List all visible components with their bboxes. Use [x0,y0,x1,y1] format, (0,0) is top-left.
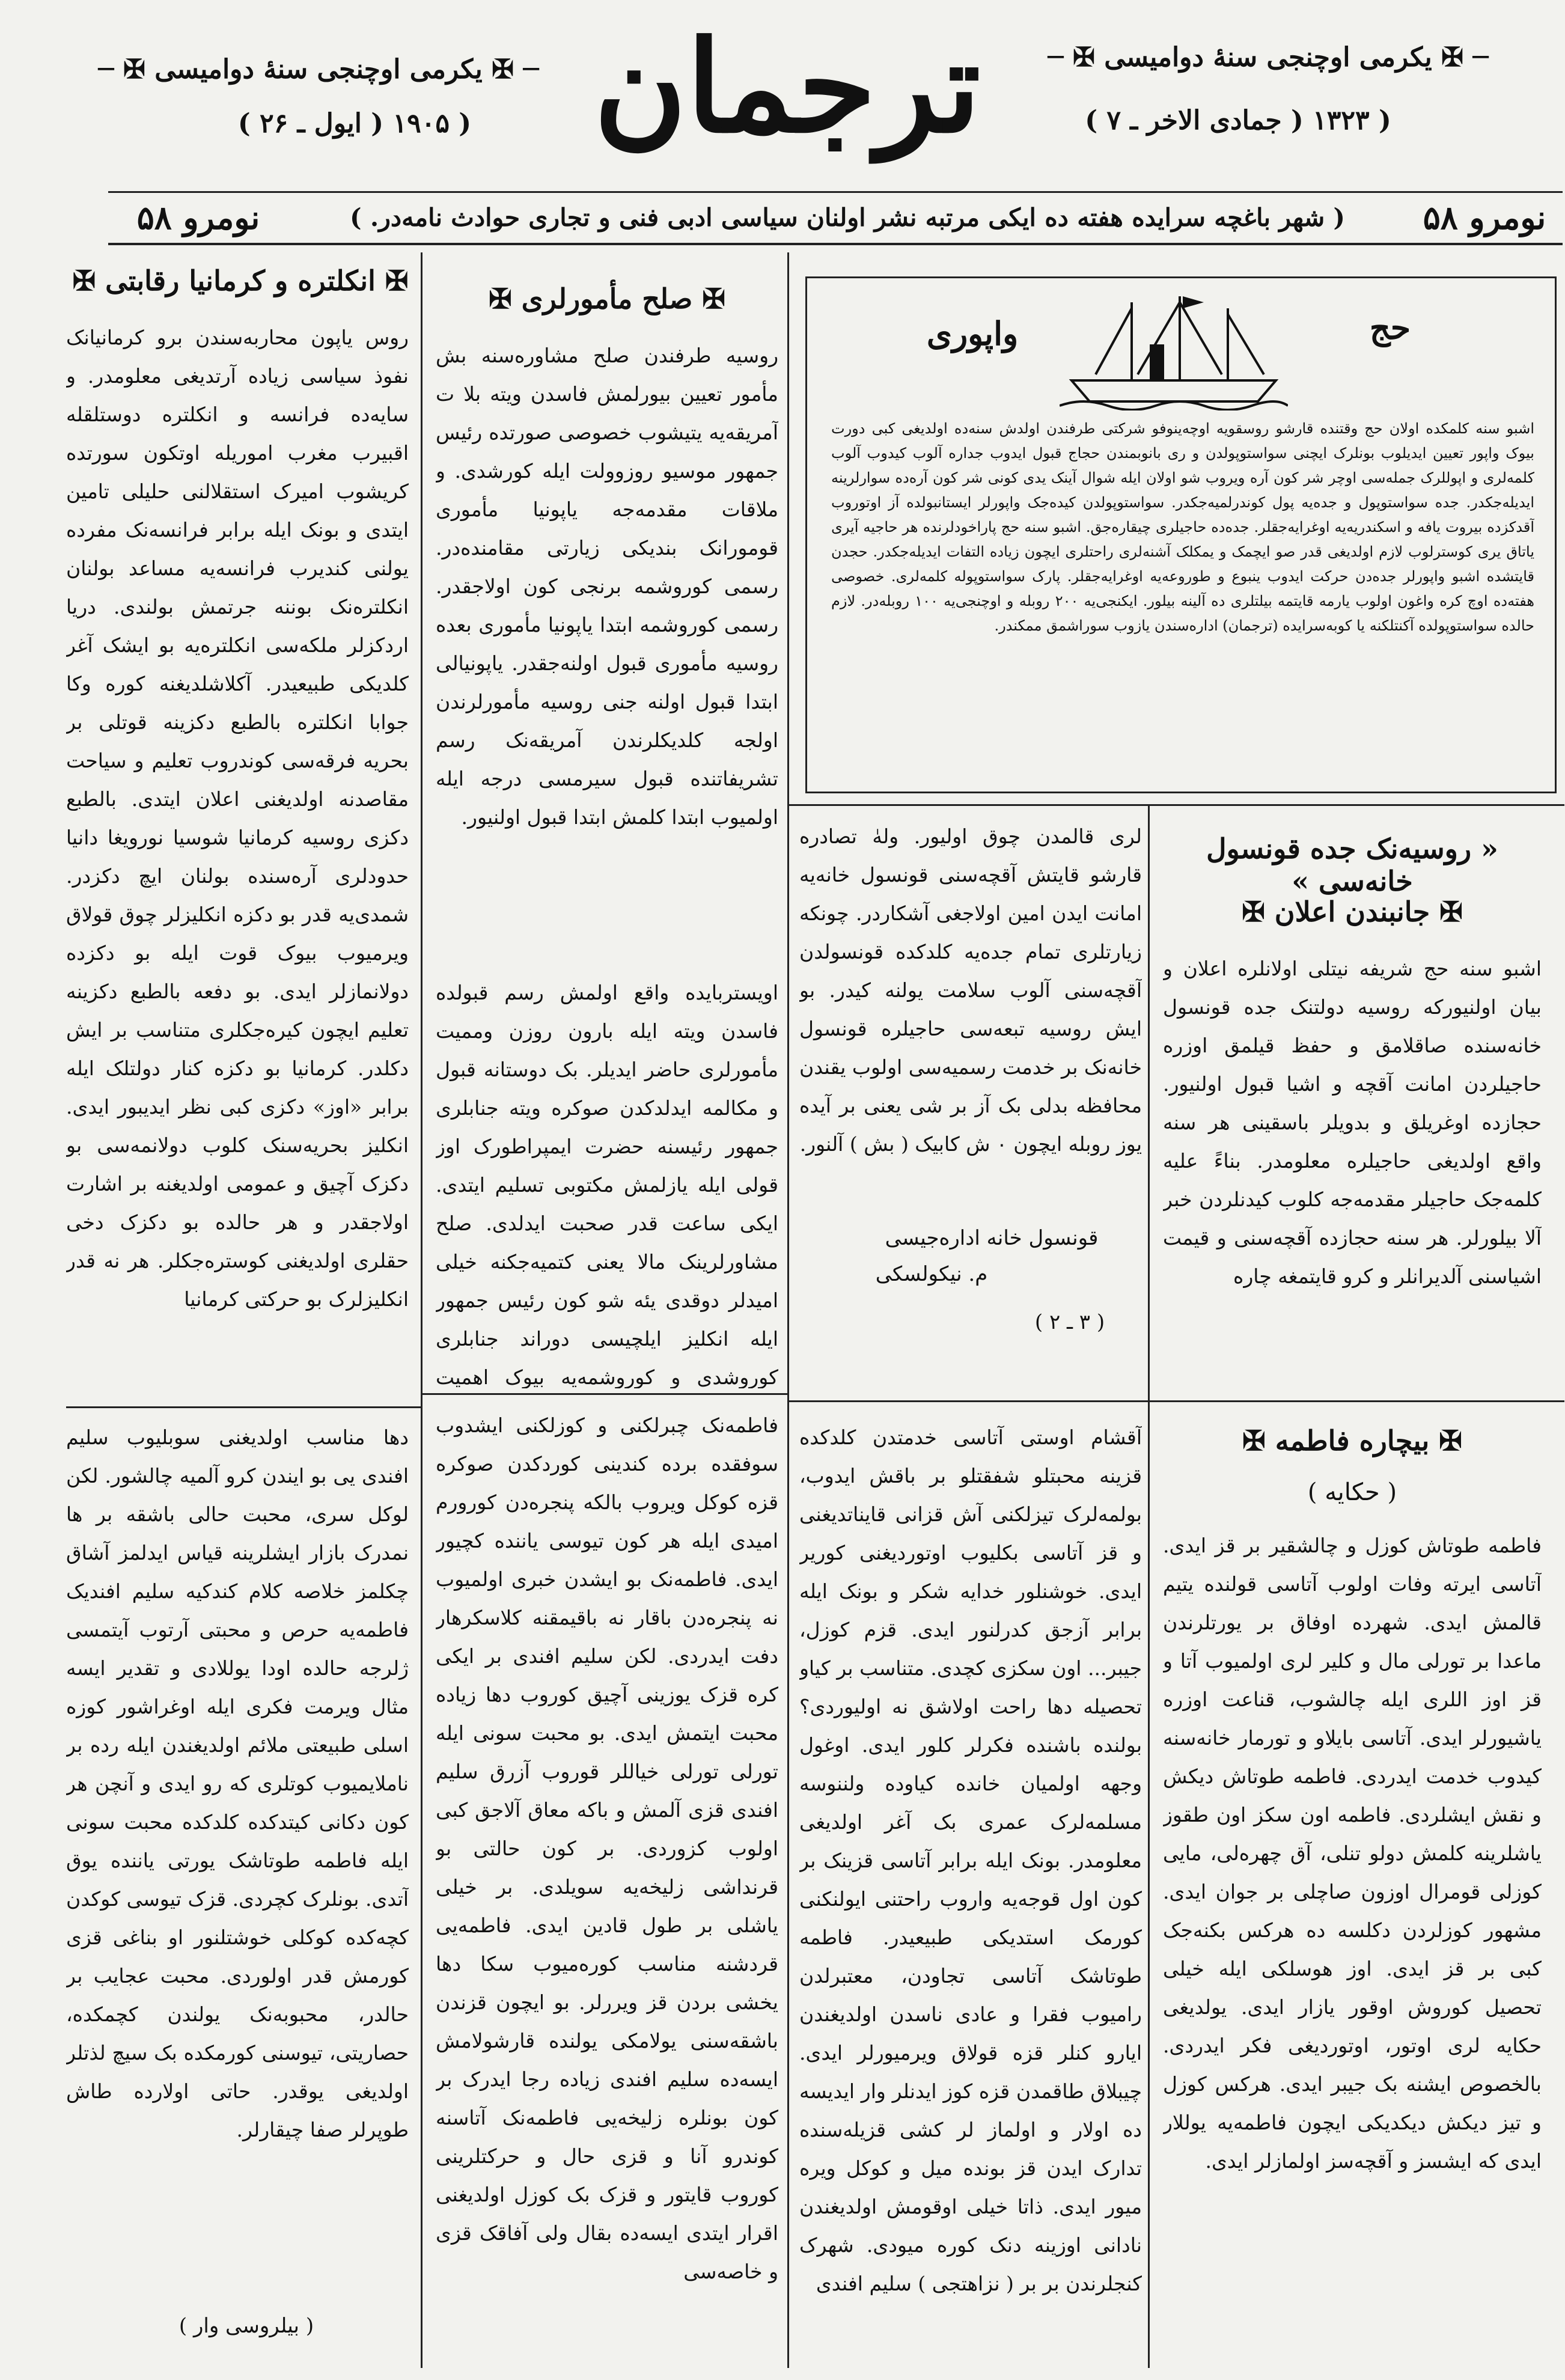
steamer-heading-left: واپوری [926,314,1019,353]
masthead-top-rule [108,191,1563,193]
to-be-continued: ( بیلروسی وار ) [178,2314,314,2338]
hijri-date: ( ۱۳۲۳ ( جمادی الاخر ـ ۷ ) [1085,105,1391,136]
fatma-body-middle: آقشام اوستی آتاسی خدمتدن کلدکده قزینه محبتلو شفقتلو بر باقش ایدوب، بولمه‌لرک تیزلکنی آش قزانی قایناتدیغنی و قز آتاسی بکلیوب اوتوردیغنی کوریر ایدی. خوشنلور خدایه شکر و بونک ایله برابر آزجق کدرلنور ایدی. قزم کوزل، جیبر... اون سکزی کچدی. متناسب بر کیاو تحصیله دها راحت اولاشق نه اولیوردی؟ بولنده باشنده فکرلر کلور ایدی. اوغول وجهه اولمیان خانده کیاوده ولننوسه مسلمه‌لرک عمری بک آغر اولدیغی معلومدر. بونک ایله برابر آتاسی قزینک بر کون اول قوجه‌یه واروب راحتنی ایولنکنی کورمک استدیکی طبیعیدر. فاطمه طوتاشک آتاسی تجاودن، معتبرلدن رامیوب فقرا و عادی ناسدن اولدیغندن ایارو کنلر قزه قولاق ویرمیورلر ایدی. چیبلاق طاقمدن قزه کوز ایدنلر وار ایدیسه ده اولار و اولماز لر کشی قزیله‌سنده تدارک ایدن قز بونده میل و کوکل ویره میور ایدی. ذاتا خیلی اوقومش اولدیغندن نادانی اوزینه دنک کوره میودی. شهرک کنجلرندن بر بر ( نزاهتجی ) سلیم افندی [799,1426,1142,2295]
consulate-body-continued: لری قالمدن چوق اولیور. ولهٰ تصادره قارشو قایتش آقچه‌سنی قونسول خانه‌یه امانت ایدن امین اولاجغی آشکاردر. چونکه زیارتلری تمام جده‌یه کلدکده قونسولدن آقچه‌سنی آلوب سلامت یولنه کیدر. بو ایش روسیه تبعه‌سی حاجیلره قونسول خانه‌نک بر خدمت رسمیه‌سی اولوب یقندن محافظه بدلی بک آز بر شی یعنی بر آیده یوز روبله ایچون ۰ ش کابیک ( بش ) آلنور. [799,825,1142,1156]
column-rule-2 [787,252,789,2368]
steamer-body: اشبو سنه کلمکده اولان حج وقتنده قارشو روسقویه اوچه‌ینوفو شرکتی طرفندن اولدش سنه‌ده اولدیغی کبی دورت بیوک واپور تعیین ایدیلوب بونلرک ایچنی سواستوپولدن و ری بانوبمندن حجاج قبول ایدوب جداره آلوب کیدوب آلوب کلمه‌لری و اپوللرک جمله‌سی اوچر شر کون آره ویروب شو اولان ایله شوال آینک یدی کونی شر کون آره‌ده سوارلرینه ایدیله‌جکدر. جده سواستوپول و جده‌یه پول کوندرلمیه‌جکدر. سواستوپولدن کیده‌جک واپورلر ایستانبولده آز اوتوروب آقدکزده بیروت یافه و اسکندریه‌یه اوغرایه‌جقلر. جده‌ده حاجیلری چیقاره‌جق. اشبو سنه حج پاراخودلرنده هر حاجیه آیری یاتاق یری کوسترلوب لازم اولدیغی قدر صو ایچمک و یمکلک آشنه‌لری راحتلری ایچون زیاده التفات ایدیله‌جکدر. حجدن قایتشده اشبو واپورلر جده‌دن حرکت ایدوب ینبوع و طوروعه‌یه اوغرایه‌جقلر. پارک سواستوپوله کلمه‌لری. خصوصی هفته‌ده اوچ کره واغون اولوب یارمه قایتمه بیلتلری ده آلینه بیلور. ایکنجی‌یه ۲۰۰ روبله و اوچنجی‌یه ۱۰۰ روبله‌در. لازم حالده سواستوپولده آکنتلکنه یا کوبه‌سرایده (ترجمان) اداره‌سندن یازوب سوراشمق ممکندر. [831,420,1534,634]
consulate-body: اشبو سنه حج شریفه نیتلی اولانلره اعلان و بیان اولنیورکه روسیه دولتنک جده قونسول خانه‌سنده صاقلامق و حفظ قیلمق اوزره حاجیلردن امانت آقچه و اشیا قبول اولنیور. حجازده اوغریلق و بدویلر باسقینی هر سنه واقع اولدیغی حاجیلره معلومدر. بناءً علیه کلمه‌جک حاجیلر مقدمه‌جه کلوب کیدنلردن خبر آلا بیلورلر. هر سنه حجازده آقچه‌سنی و قیمت اشیاسنی آلدیرانلر و کرو قایتمغه چاره [1163,957,1542,1288]
rivalry-body: روس یاپون محاربه‌سندن برو کرمانیانک نفوذ سیاسی زیاده آرتدیغی معلومدر. و سایه‌ده فرانسه و انکلتره دوستلقله اقبیرب مغرب اموریله اوتکون سورتده کریشوب امیرک استقلالنی حلیلی تامین ایتدی و بونک ایله برابر فرانسه‌نک مفرده یولنی کندیرب فرانسه‌یه مساعد بولنان انکلتره‌نک بوننه جرتمش بولندی. دریا اردکزلر ملکه‌سی انکلتره‌یه بو ایشک آغر کلدیکی طبیعیدر. آکلاشلدیغنه کوره وکا جوابا انکلتره بالطبع دکزینه قوتلی بر بحریه فرقه‌سی کوندروب تعلیم و سیاحت مقاصدنه اولدیغنی اعلان ایتدی. بالطبع دکزی روسیه کرمانیا شوسیا نورویغا دانیا حدودلری آره‌سنده بولنان ایچ دکزدر. شمدی‌یه قدر بو دکزه انکلیزلر چوق قولاق ویرمیوب بیوک قوت ایله بو دکزده دولانمازلر ایدی. بو دفعه بالطبع دکزینه تعلیم ایچون کیره‌جکلری متناسب بر ایش دکلدر. کرمانیا بو دکزه کنار دولتلک ایله برابر «اوز» دکزی کبی نظر ایدیبور ایدی. انکلیز بحریه‌سنک کلوب دولانمه‌سی بو دکزک آچیق و عمومی اولدیغنه بر اشارت اولاجقدر و هر حالده بو دکزک دخی حقلری اولدیغنی کوستره‌جکلر. هر نه قدر انکلیزلرک بو حرکتی کرمانیا [66,326,409,1311]
consulate-signature-name: م. نیکولسکی [875,1262,988,1286]
fatma-continued-middle: فاطمه‌نک چبرلکنی و کوزلکنی ایشدوب سوفقده برده کندینی کوردکدن صوکره قزه کوکل ویروب بالکه پنجره‌دن کورورم امیدی ایله هر کون تیوسی یاننده کچیور ایدی. فاطمه‌نک بو ایشدن خبری اولمیوب نه پنجره‌دن باقار نه باقیمقنه کلاسکرهار دفت ایدردی. لکن سلیم افندی بر ایکی کره قزک یوزینی آچیق کوروب دها زیاده محبت ایتمش ایدی. بو محبت سونی ایله تورلی تورلی خیاللر قوروب آزرق سلیم افندی قزی آلمش و باکه معاق آلاجق کبی اولوب کزوردی. بر کون حالتی بو قرنداشی زلیخه‌یه سویلدی. بر خیلی یاشلی بر طول قادین ایدی. فاطمه‌یی قردشنه مناسب کوره‌میوب سکا دها یخشی بردن قز ویررلر. بو ایچون قزندن باشقه‌سنی یولامکی یولنده قارشولامش ایسه‌ده سلیم افندی زیاده رجا ایدرک بر کون بونلره زلیخه‌یی فاطمه‌نک آتاسنه کوندرو آنا و قزی حال و حرکتلرینی کوروب قایتور و قزک بک کوزل اولدیغنی اقرار ایتدی ایسه‌ده بقال ولی آفاقک قزی و خاصه‌سی [436,1414,778,2283]
year-banner-left: ─ ✠ یکرمی اوچنجی سنهٔ دوامیسی ✠ ─ [98,54,539,85]
col1-divider [66,1406,421,1408]
col3-divider [789,1400,1148,1402]
fatma-subheadline: ( حکایه ) [1307,1478,1397,1506]
fatma-body: فاطمه طوتاش کوزل و چالشقیر بر قز ایدی. آتاسی ایرته وفات اولوب آتاسی قولنده یتیم قالمش ایدی. شهرده اوفاق بر یورتلرندن ماعدا بر تورلی مال و کلیر لری اولمیوب آتا و قز اوز اللری ایله چالشوب، قناعت اوزره یاشیورلر ایدی. آتاسی بایلاو و تورمار خانه‌سنه کیدوب خدمت ایدردی. فاطمه طوتاش دیکش و نقش ایشلردی. فاطمه اون سکز اون طقوز یاشلرینه کلمش دولو تنلی، آق چهره‌لی، مایی کوزلی قومرال اوزون صاچلی بر جوان ایدی. مشهور کوزلردن دکلسه ده هرکس بکنه‌جک کبی بر قز ایدی. اوز هوسلکی ایله خیلی تحصیل کوروش اوقور یازار ایدی. یولدیغی حکایه لری اوتور، اوتوردیغی فکر ایدردی. بالخصوص ایشنه بک جیبر ایدی. هرکس کوزل و تیز دیکش دیکدیکی ایچون فاطمه‌یه یوللار ایدی که ایشسز و آقچه‌سز اولمازلر ایدی. [1163,1534,1542,2173]
hajj-steamer-notice [805,276,1557,793]
masthead-title: ترجمان [594,13,981,161]
col2-divider [423,1393,787,1395]
consulate-headline: « روسیه‌نک جده قونسول خانه‌سی » [1206,832,1498,897]
peace-headline: ✠ صلح مأمورلری ✠ [489,282,725,315]
issue-number-left: نومرو ۵۸ [136,198,260,237]
col4-divider [1150,1400,1564,1402]
issue-number-right: نومرو ۵۸ [1423,198,1546,237]
masthead-banner [108,194,1563,242]
tagline: ( شهر باغچه سرایده هفته ده ایکی مرتبه نشر اولنان سیاسی ادبی فنی و تجاری حوادث نامه‌در. ) [350,203,1345,232]
fatma-headline: ✠ بیچاره فاطمه ✠ [1242,1424,1462,1457]
column-rule-1 [421,252,423,2368]
year-banner-right: ─ ✠ یکرمی اوچنجی سنهٔ دوامیسی ✠ ─ [1048,42,1489,73]
masthead-bottom-rule [108,243,1563,245]
peace-body-bottom: اویستربایده واقع اولمش رسم قبولده فاسدن ویته ایله بارون روزن وممیت مأمورلری حاضر ایدیلر. بک دوستانه قبول و مکالمه ایدلدکدن صوکره ویته جنابلری جمهور رئیسنه حضرت ایمپراطورک اوز قولی ایله یازلمش مکتوبی تسلیم ایتدی. ایکی ساعت قدر صحبت ایدلدی. صلح مشاورلرینک مالا یعنی کتمیه‌جکنه خیلی امیدلر دوقدی یئه شو کون رئیس جمهور ایله انکلیز ایلچیسی دوراند جنابلری کوروشدی و کوروشمه‌یه بیوک اهمیت [436,981,778,1388]
consulate-signature-title: قونسول خانه اداره‌جیسی [885,1226,1099,1250]
steamer-heading-right: حج [1369,308,1411,347]
rivalry-headline: ✠ انکلتره و کرمانیا رقابتی ✠ [72,264,409,297]
peace-body-top: روسیه طرفندن صلح مشاوره‌سنه بش مأمور تعیین بیورلمش فاسدن ویته بلا ت آمریقه‌یه یتیشوب خصوصی صورتده رئیس جمهور موسیو روزوولت ایله کورشدی. و ملاقات مقدمه‌جه یاپونیا مأموری قومورانک بندیکی زیارتی مقامنده‌در. رسمی کوروشمه برنجی کون اولاجقدر. رسمی کوروشمه ابتدا یاپونیا مأموری بعده روسیه مأموری قبول اولنه‌جقدر. یاپونیالی ابتدا قبول اولنه جنی روسیه مأمورلرندن اولجه کلدیکلرندن آمریقه‌نک رسم تشریفاتنده قبول سیرمسی درجه ایله اولمیوب ابتدا کلمش ابتدا قبول اولنیور. [436,344,778,829]
column-rule-3 [1148,805,1150,2368]
consulate-subheadline: ✠ جانبندن اعلان ✠ [1242,896,1463,928]
fatma-continued-left: دها مناسب اولدیغنی سوبلیوب سلیم افندی یی بو ایندن کرو آلمیه چالشور. لکن لوکل سری، محبت حالی باشقه بر ها نمدرک بازار ایشلرینه قیاس ایدلمز آشاق چکلمز خلاصه کلام کندکیه سلیم افندیک فاطمه‌یه حرص و محبتی آرتوب آیتمسی ژلرجه حالده اودا یوللادی و تقدیر ایسه مثال ویرمت فکری ایله اوغراشور کوزه اسلی طبیعتی ملائم اولدیغندن ایله رده بر ناملایمیوب کوتلری که رو ایدی و آنچن هر کون دکانی کیتدکده کلدکده محبت سونی ایله فاطمه طوتاشک یورتی یاننده یوق آتدی. بونلرک کچردی. قزک تیوسی کوکدن کچه‌کده کوکلی خوشتلنور او بناغی قزی کورمش قدر اولوردی. محبت عجایب بر حالدر، محبوبه‌نک یولندن کچمکده، حصاریتی، تیوسنی کورمکده بک سیچ لذتلر اولدیغی یوقدر. حاتی اولارده طاش طوپرلر صفا چیقارلر. [66,1426,409,2141]
gregorian-date: ( ۱۹۰۵ ( ایول ـ ۲۶ ) [237,108,472,139]
consulate-serial: ( ۳ ـ ۲ ) [1034,1310,1105,1334]
steamship-illustration [1060,290,1288,410]
ad-divider [789,804,1564,806]
